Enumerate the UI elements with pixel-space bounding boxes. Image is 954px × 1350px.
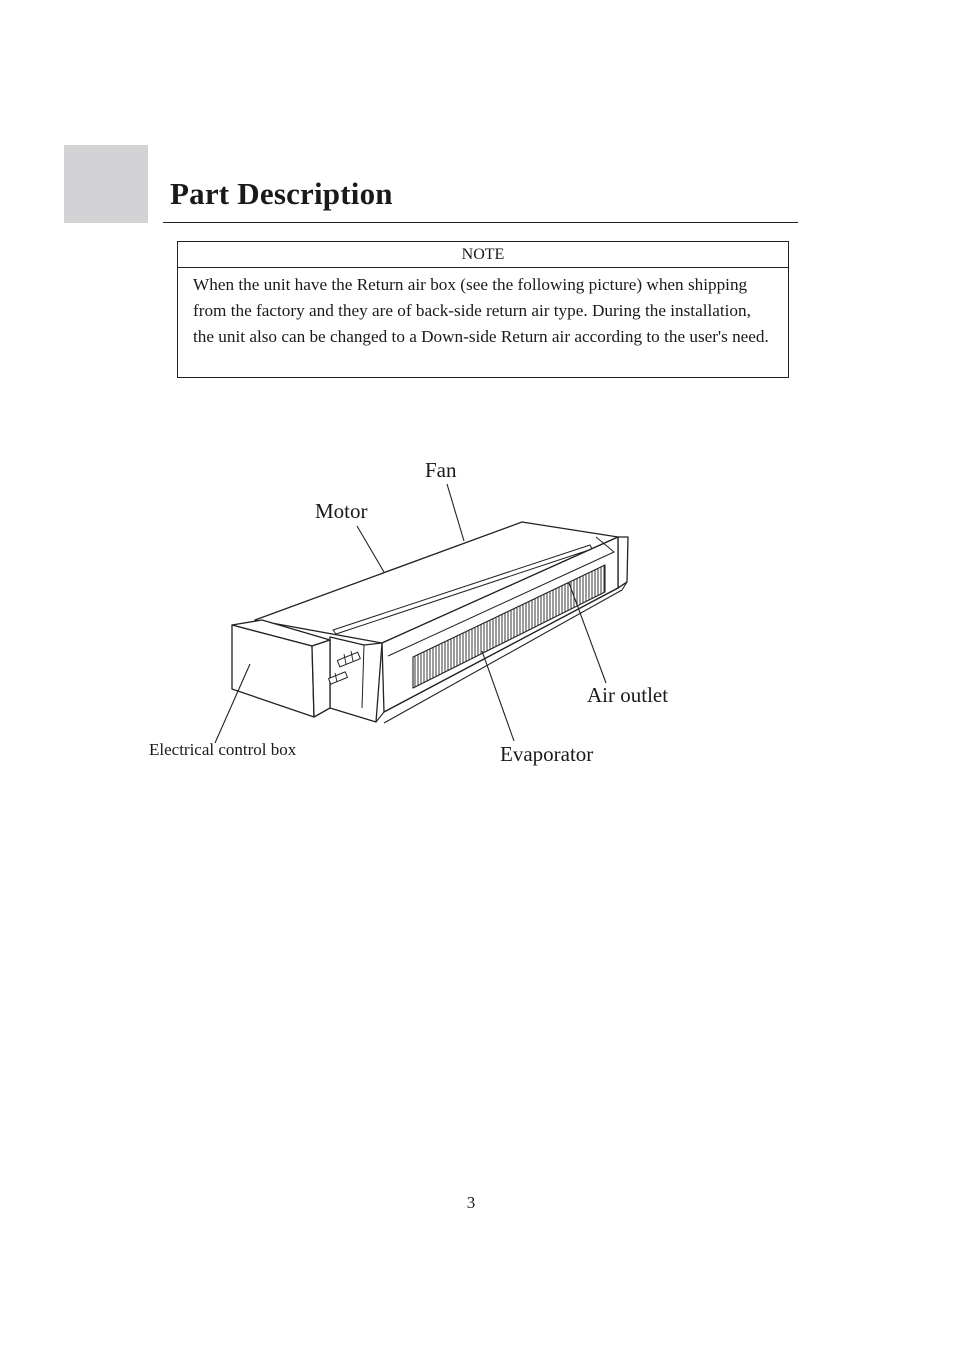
note-header: NOTE (178, 242, 788, 268)
evaporator-leader-line (482, 651, 514, 741)
unit-end-panel (618, 537, 628, 588)
evaporator-label: Evaporator (500, 742, 594, 766)
air-outlet-label: Air outlet (587, 683, 669, 707)
motor-label: Motor (315, 499, 368, 523)
fan-label: Fan (425, 458, 457, 482)
control-box-side (312, 640, 330, 717)
page-title: Part Description (170, 176, 393, 211)
page-number: 3 (466, 1193, 476, 1212)
motor-leader-line (357, 526, 384, 572)
note-text: When the unit have the Return air box (see the following picture) when shipping from the factory and they are of back-side return air type. During the installation, the unit also can be changed to a Down-side Return air according to the user's need. (193, 275, 769, 346)
electrical-control-box-label: Electrical control box (149, 740, 297, 759)
fan-leader-line (447, 484, 464, 541)
